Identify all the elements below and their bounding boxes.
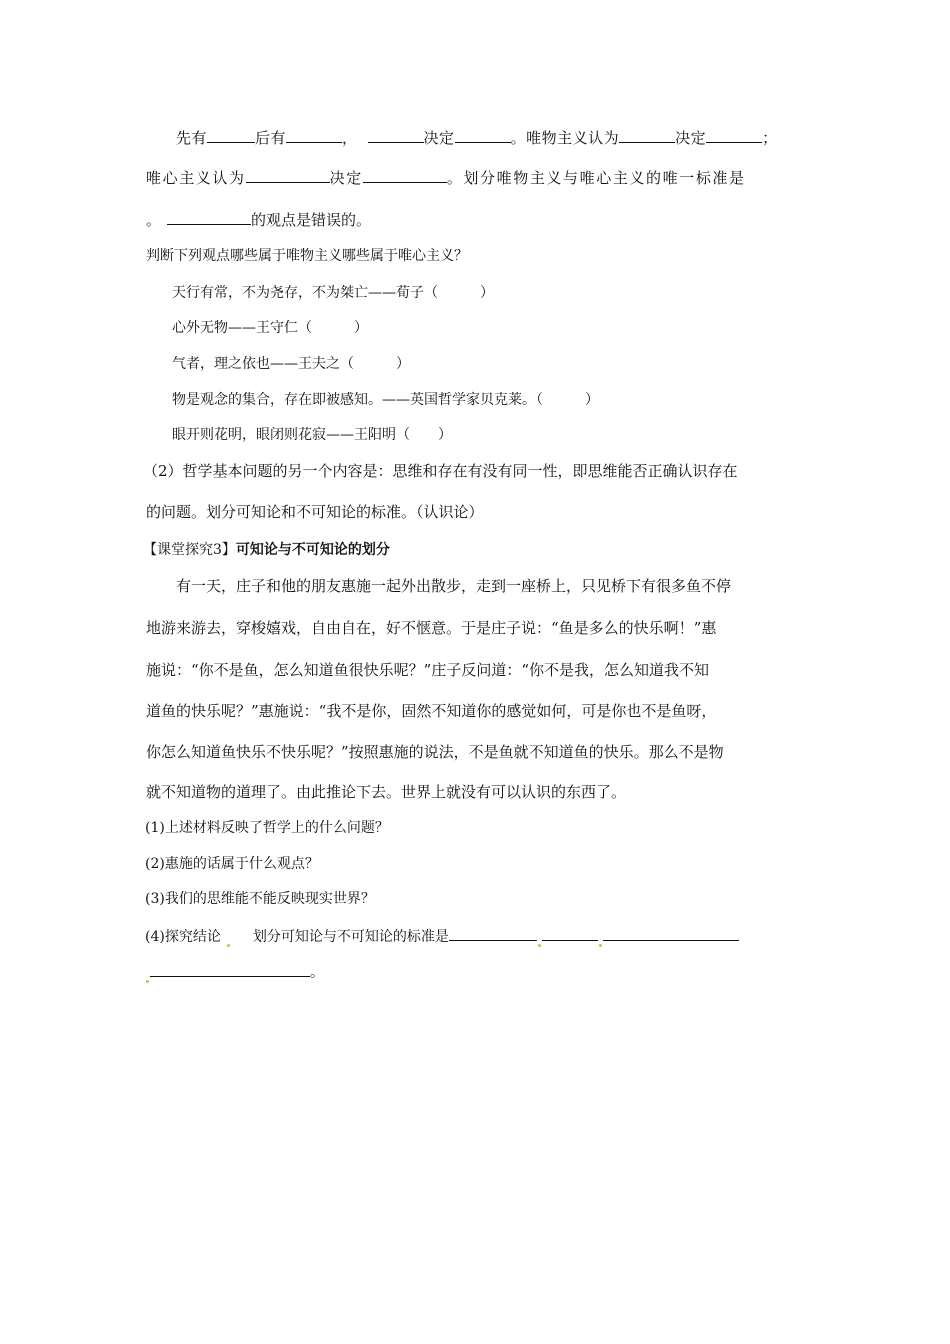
text: 。划分唯物主义与唯心主义的唯一标准是 bbox=[446, 169, 746, 187]
text: 。 bbox=[310, 965, 324, 981]
dot-mark bbox=[227, 944, 230, 947]
q4-label: (4)探究结论 bbox=[145, 929, 221, 945]
section-heading bbox=[143, 540, 390, 560]
quote-item: 天行有常，不为尧存，不为桀亡——荀子（ ） bbox=[172, 285, 494, 301]
quote-item: 心外无物——王守仁（ ） bbox=[172, 320, 368, 336]
quote-item: 物是观念的集合，存在即被感知。——英国哲学家贝克莱。（ ） bbox=[172, 392, 599, 408]
blank bbox=[286, 128, 342, 143]
question-item: (3)我们的思维能不能反映现实世界？ bbox=[145, 891, 375, 907]
text: ； bbox=[762, 129, 778, 147]
story-line: 施说：“你不是鱼，怎么知道鱼很快乐呢？”庄子反问道：“你不是我，怎么知道我不知 bbox=[146, 661, 710, 679]
quote-item: 眼开则花明，眼闭则花寂——王阳明（ ） bbox=[172, 427, 452, 443]
story-line: 地游来游去，穿梭嬉戏，自由自在，好不惬意。于是庄子说：“鱼是多么的快乐啊！”惠 bbox=[146, 619, 717, 637]
text: 决定 bbox=[675, 129, 707, 147]
blank bbox=[603, 926, 739, 941]
text: 决定 bbox=[329, 169, 363, 187]
intro-line-2 bbox=[146, 168, 746, 188]
blank bbox=[706, 128, 762, 143]
section-title: 可知论与不可知论的划分 bbox=[235, 542, 390, 558]
quote-item: 气者，理之依也——王夫之（ ） bbox=[172, 356, 410, 372]
text: 唯心主义认为 bbox=[146, 169, 246, 187]
dot-mark bbox=[599, 944, 602, 947]
section-label: 【课堂探究3】 bbox=[143, 542, 236, 558]
story-line: 有一天，庄子和他的朋友惠施一起外出散步，走到一座桥上，只见桥下有很多鱼不停 bbox=[176, 577, 732, 595]
intro-line-1 bbox=[176, 128, 778, 148]
q4-line-2 bbox=[145, 962, 324, 983]
text: ， bbox=[342, 129, 358, 147]
blank bbox=[167, 210, 251, 225]
blank bbox=[368, 128, 424, 143]
text: 。 bbox=[146, 211, 162, 229]
blank bbox=[619, 128, 675, 143]
blank bbox=[246, 168, 330, 183]
blank bbox=[150, 962, 310, 977]
text: 后有 bbox=[255, 129, 287, 147]
intro-line-3 bbox=[146, 210, 371, 230]
point2-line-1: （2）哲学基本问题的另一个内容是：思维和存在有没有同一性，即思维能否正确认识存在 bbox=[143, 462, 738, 480]
story-line: 你怎么知道鱼快乐不快乐呢？”按照惠施的说法，不是鱼就不知道鱼的快乐。那么不是物 bbox=[146, 743, 724, 761]
text: 决定 bbox=[423, 129, 455, 147]
story-line: 就不知道物的道理了。由此推论下去。世界上就没有可以认识的东西了。 bbox=[146, 783, 627, 801]
blank bbox=[363, 168, 447, 183]
question-item: (2)惠施的话属于什么观点？ bbox=[145, 856, 319, 872]
text: 的观点是错误的。 bbox=[251, 211, 372, 229]
question-item: (1)上述材料反映了哲学上的什么问题？ bbox=[145, 820, 389, 836]
blank bbox=[542, 926, 598, 941]
dot-mark bbox=[538, 944, 541, 947]
point2-line-2: 的问题。划分可知论和不可知论的标准。（认识论） bbox=[146, 503, 484, 521]
blank bbox=[207, 128, 255, 143]
blank bbox=[449, 926, 537, 941]
story-line: 道鱼的快乐呢？”惠施说：“我不是你，固然不知道你的感觉如何，可是你也不是鱼呀， bbox=[146, 702, 717, 720]
blank bbox=[455, 128, 511, 143]
question-heading: 判断下列观点哪些属于唯物主义哪些属于唯心主义？ bbox=[146, 248, 468, 264]
text: 先有 bbox=[176, 129, 208, 147]
q4-line bbox=[145, 926, 739, 947]
text: 。唯物主义认为 bbox=[510, 129, 620, 147]
q4-text: 划分可知论与不可知论的标准是 bbox=[252, 929, 449, 945]
dot-mark bbox=[146, 980, 149, 983]
